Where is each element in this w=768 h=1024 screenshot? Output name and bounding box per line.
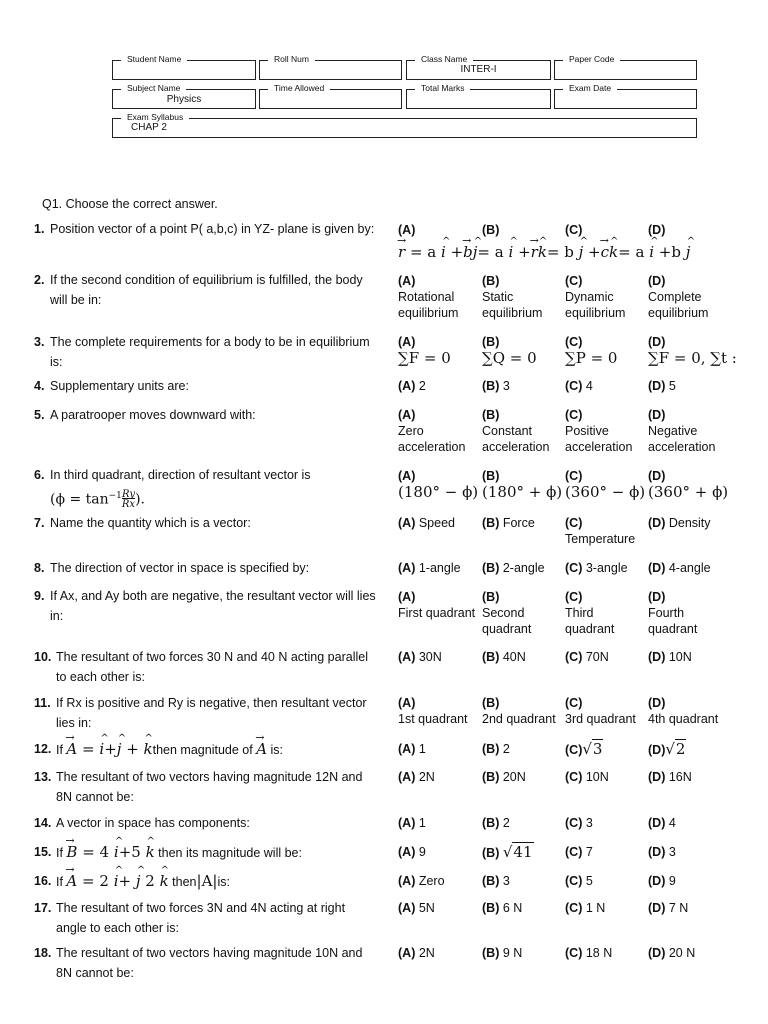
q4-option-b[interactable]: (B) 3 <box>482 379 510 393</box>
class-name-value: INTER-I <box>460 64 497 75</box>
q7-option-b[interactable]: (B) Force <box>482 516 535 530</box>
q10-option-b[interactable]: (B) 40N <box>482 650 526 664</box>
q13-option-a[interactable]: (A) 2N <box>398 770 435 784</box>
q18-option-d[interactable]: (D) 20 N <box>648 946 696 960</box>
q16-option-b[interactable]: (B) 3 <box>482 874 510 888</box>
q3-option-d[interactable]: (D) ∑F = 0, ∑t : <box>648 335 737 367</box>
student-name-label: Student Name <box>121 54 187 64</box>
q2-option-c[interactable]: (C) Dynamic equilibrium <box>565 274 626 320</box>
q18-option-a[interactable]: (A) 2N <box>398 946 435 960</box>
total-marks-label: Total Marks <box>415 83 470 93</box>
roll-num-label: Roll Num <box>268 54 315 64</box>
q14-option-d[interactable]: (D) 4 <box>648 816 676 830</box>
q11-option-b[interactable]: (B) 2nd quadrant <box>482 696 556 726</box>
q15-option-d[interactable]: (D) 3 <box>648 845 676 859</box>
q11-option-d[interactable]: (D) 4th quadrant <box>648 696 719 726</box>
q12-option-b[interactable]: (B) 2 <box>482 742 510 756</box>
q9-option-a[interactable]: (A) First quadrant <box>398 590 476 620</box>
q3-option-b[interactable]: (B) ∑Q = 0 <box>482 335 537 367</box>
q14-option-a[interactable]: (A) 1 <box>398 816 426 830</box>
q1-option-a[interactable]: (A) <box>398 223 416 237</box>
time-allowed-field[interactable] <box>259 83 402 109</box>
q3-option-a[interactable]: (A) ∑F = 0 <box>398 335 451 367</box>
q16-option-d[interactable]: (D) 9 <box>648 874 676 888</box>
q17-option-a[interactable]: (A) 5N <box>398 901 435 915</box>
class-name-field[interactable] <box>406 54 551 80</box>
q12-option-d[interactable]: (D)√2 <box>648 740 686 758</box>
q1-option-b[interactable]: (B) <box>482 223 500 237</box>
q5-option-b[interactable]: (B) Constant acceleration <box>482 408 550 454</box>
q4-option-c[interactable]: (C) 4 <box>565 379 593 393</box>
q10-option-a[interactable]: (A) 30N <box>398 650 442 664</box>
q5-option-d[interactable]: (D) Negative acceleration <box>648 408 716 454</box>
q4-option-a[interactable]: (A) 2 <box>398 379 426 393</box>
q11-option-c[interactable]: (C) 3rd quadrant <box>565 696 636 726</box>
q14-option-c[interactable]: (C) 3 <box>565 816 593 830</box>
q4-option-d[interactable]: (D) 5 <box>648 379 676 393</box>
q9-option-d[interactable]: (D) Fourth quadrant <box>648 590 698 636</box>
exam-syllabus-value: CHAP 2 <box>131 122 167 133</box>
exam-date-field[interactable] <box>554 83 697 109</box>
q6-option-c[interactable]: (C) (360° − ϕ) <box>565 469 646 501</box>
q2-option-b[interactable]: (B) Static equilibrium <box>482 274 543 320</box>
q13-option-d[interactable]: (D) 16N <box>648 770 692 784</box>
q5-option-c[interactable]: (C) Positive acceleration <box>565 408 633 454</box>
q18-option-c[interactable]: (C) 18 N <box>565 946 613 960</box>
q11-option-a[interactable]: (A) 1st quadrant <box>398 696 468 726</box>
q6-option-d[interactable]: (D) (360° + ϕ) <box>648 469 729 501</box>
subject-name-value: Physics <box>166 94 202 105</box>
subject-name-label: Subject Name <box>121 83 186 93</box>
q7-option-c[interactable]: (C) Temperature <box>565 516 636 546</box>
total-marks-field[interactable] <box>406 83 551 109</box>
q1-options-math: → r = a ^ i +→ b^ j= a ^ i +→ r^ k= b ^ j +→ c^ k= a ^ i +b ^ j <box>398 244 690 260</box>
q12-option-c[interactable]: (C)√3 <box>565 740 603 758</box>
q6-option-a[interactable]: (A) (180° − ϕ) <box>398 469 479 501</box>
q7-option-a[interactable]: (A) Speed <box>398 516 455 530</box>
q13-option-c[interactable]: (C) 10N <box>565 770 609 784</box>
q8-option-d[interactable]: (D) 4-angle <box>648 561 711 575</box>
q17-option-b[interactable]: (B) 6 N <box>482 901 523 915</box>
q9-option-b[interactable]: (B) Second quadrant <box>482 590 532 636</box>
q9-option-c[interactable]: (C) Third quadrant <box>565 590 615 636</box>
q10-option-d[interactable]: (D) 10N <box>648 650 692 664</box>
q6-option-b[interactable]: (B) (180° + ϕ) <box>482 469 563 501</box>
q10-option-c[interactable]: (C) 70N <box>565 650 609 664</box>
paper-code-field[interactable] <box>554 54 697 80</box>
q17-option-c[interactable]: (C) 1 N <box>565 901 606 915</box>
section-title: Q1. Choose the correct answer. <box>42 197 218 211</box>
q6-formula: $(\phi = \tan^{-1}\frac{Ry}{Rx})$. <box>50 488 145 510</box>
q3-option-c[interactable]: (C) ∑P = 0 <box>565 335 618 367</box>
class-name-label: Class Name <box>415 54 473 64</box>
q18-option-b[interactable]: (B) 9 N <box>482 946 523 960</box>
q7-option-d[interactable]: (D) Density <box>648 516 711 530</box>
q2-option-d[interactable]: (D) Complete equilibrium <box>648 274 709 320</box>
exam-syllabus-label: Exam Syllabus <box>121 112 189 122</box>
student-name-field[interactable] <box>112 54 256 80</box>
q13-option-b[interactable]: (B) 20N <box>482 770 526 784</box>
q17-option-d[interactable]: (D) 7 N <box>648 901 689 915</box>
time-allowed-label: Time Allowed <box>268 83 330 93</box>
q1-option-c[interactable]: (C) <box>565 223 583 237</box>
q8-option-b[interactable]: (B) 2-angle <box>482 561 545 575</box>
q8-option-a[interactable]: (A) 1-angle <box>398 561 461 575</box>
paper-code-label: Paper Code <box>563 54 620 64</box>
q8-option-c[interactable]: (C) 3-angle <box>565 561 628 575</box>
q12-option-a[interactable]: (A) 1 <box>398 742 426 756</box>
q15-option-c[interactable]: (C) 7 <box>565 845 593 859</box>
q5-option-a[interactable]: (A) Zero acceleration <box>398 408 466 454</box>
q2-option-a[interactable]: (A) Rotational equilibrium <box>398 274 459 320</box>
exam-syllabus-field[interactable] <box>112 112 697 138</box>
q15-option-a[interactable]: (A) 9 <box>398 845 426 859</box>
q16-option-c[interactable]: (C) 5 <box>565 874 593 888</box>
exam-date-label: Exam Date <box>563 83 617 93</box>
subject-name-field[interactable] <box>112 83 256 109</box>
q16-option-a[interactable]: (A) Zero <box>398 874 445 888</box>
q1-option-d[interactable]: (D) <box>648 223 666 237</box>
q15-option-b[interactable]: (B) √41 <box>482 843 533 861</box>
q14-option-b[interactable]: (B) 2 <box>482 816 510 830</box>
roll-num-field[interactable] <box>259 54 402 80</box>
